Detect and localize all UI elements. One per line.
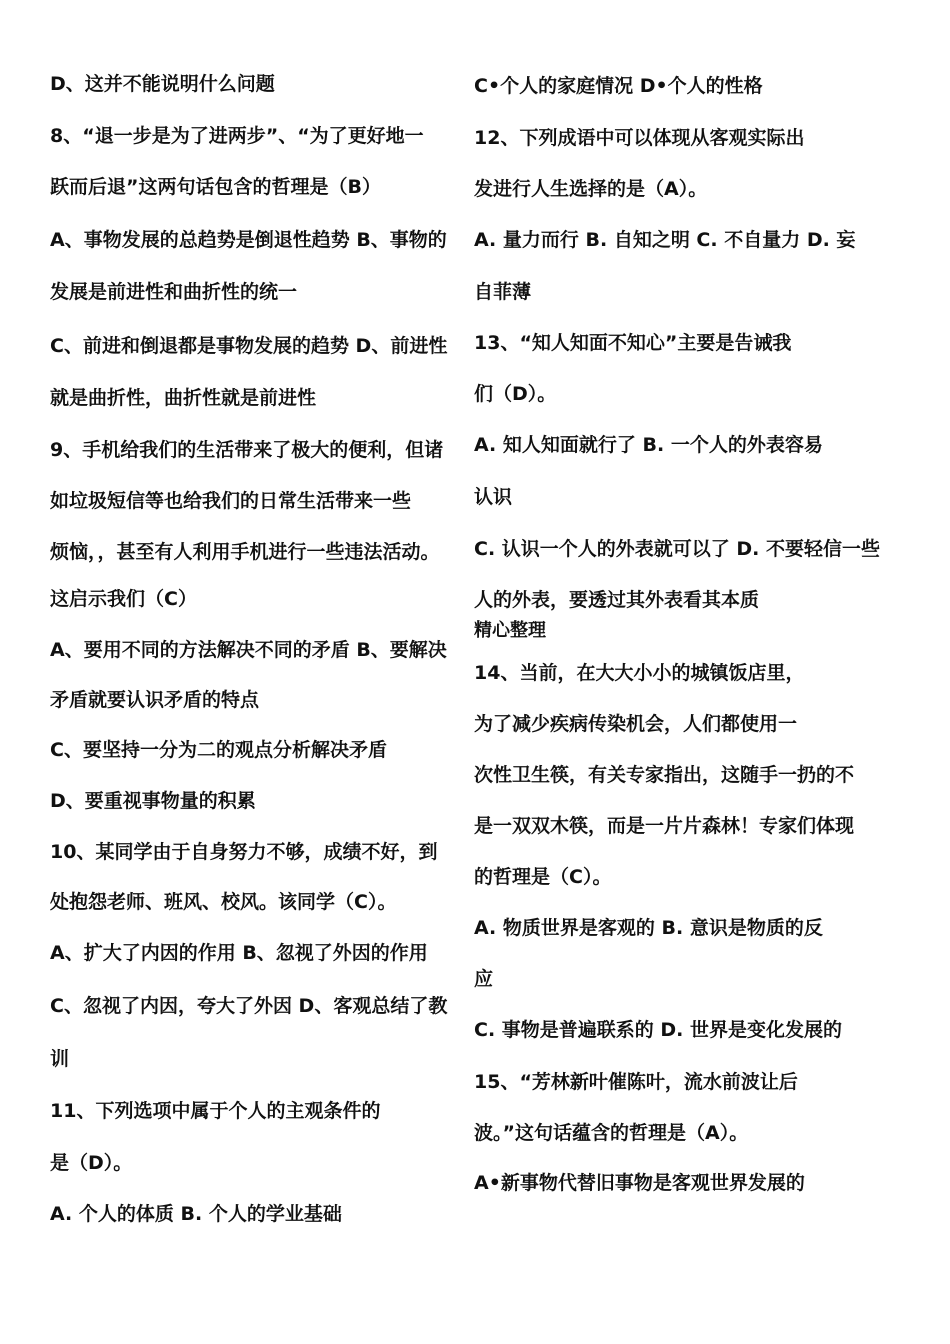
right-line-20: C. 事物是普遍联系的 D. 世界是变化发展的: [474, 1019, 842, 1041]
left-line-8: 9、手机给我们的生活带来了极大的便利，但诸: [50, 439, 444, 461]
left-line-12: A、要用不同的方法解决不同的矛盾 B、要解决: [50, 639, 447, 661]
right-line-10: C. 认识一个人的外表就可以了 D. 不要轻信一些: [474, 538, 880, 560]
left-line-4: A、事物发展的总趋势是倒退性趋势 B、事物的: [50, 229, 447, 251]
right-line-21: 15、“芳林新叶催陈叶，流水前波让后: [474, 1071, 798, 1093]
left-line-6: C、前进和倒退都是事物发展的趋势 D、前进性: [50, 335, 448, 357]
left-line-21: 11、下列选项中属于个人的主观条件的: [50, 1100, 381, 1122]
right-line-22: 波。”这句话蕴含的哲理是（A）。: [474, 1122, 749, 1144]
left-line-18: A、扩大了内因的作用 B、忽视了外因的作用: [50, 942, 428, 964]
right-line-14: 为了减少疾病传染机会，人们都使用一: [474, 713, 798, 735]
right-line-2: 12、下列成语中可以体现从客观实际出: [474, 127, 805, 149]
right-line-23: A•新事物代替旧事物是客观世界发展的: [474, 1172, 805, 1194]
right-line-16: 是一双双木筷，而是一片片森林！专家们体现: [474, 815, 855, 837]
left-line-22: 是（D）。: [50, 1152, 133, 1174]
right-line-9: 认识: [474, 486, 513, 508]
left-line-11: 这启示我们（C）: [50, 588, 197, 610]
right-line-3: 发进行人生选择的是（A）。: [474, 178, 708, 200]
left-line-13: 矛盾就要认识矛盾的特点: [50, 689, 260, 711]
right-line-12-note: 精心整理: [474, 620, 546, 641]
right-line-18: A. 物质世界是客观的 B. 意识是物质的反: [474, 917, 823, 939]
left-line-23: A. 个人的体质 B. 个人的学业基础: [50, 1203, 342, 1225]
left-line-10: 烦恼，，甚至有人利用手机进行一些违法活动。: [50, 541, 440, 563]
left-line-17: 处抱怨老师、班风、校风。该同学（C）。: [50, 891, 397, 913]
left-line-2: 8、“退一步是为了进两步”、“为了更好地一: [50, 125, 424, 147]
left-line-15: D、要重视事物量的积累: [50, 790, 256, 812]
left-line-20: 训: [50, 1048, 70, 1070]
left-line-16: 10、某同学由于自身努力不够，成绩不好，到: [50, 841, 438, 863]
right-line-4: A. 量力而行 B. 自知之明 C. 不自量力 D. 妄: [474, 229, 856, 251]
right-line-15: 次性卫生筷，有关专家指出，这随手一扔的不: [474, 764, 855, 786]
left-line-5: 发展是前进性和曲折性的统一: [50, 281, 298, 303]
left-line-1: D、这并不能说明什么问题: [50, 73, 275, 95]
left-line-9: 如垃圾短信等也给我们的日常生活带来一些: [50, 490, 412, 512]
left-line-14: C、要坚持一分为二的观点分析解决矛盾: [50, 739, 387, 761]
left-line-7: 就是曲折性，曲折性就是前进性: [50, 387, 317, 409]
left-line-3: 跃而后退”这两句话包含的哲理是（B）: [50, 176, 381, 198]
right-line-19: 应: [474, 968, 494, 990]
right-line-1: C•个人的家庭情况 D•个人的性格: [474, 75, 763, 97]
right-line-11: 人的外表，要透过其外表看其本质: [474, 589, 760, 611]
right-line-8: A. 知人知面就行了 B. 一个人的外表容易: [474, 434, 823, 456]
right-line-5: 自菲薄: [474, 281, 532, 303]
right-line-6: 13、“知人知面不知心”主要是告诫我: [474, 332, 792, 354]
right-line-13: 14、当前，在大大小小的城镇饭店里，: [474, 662, 805, 684]
right-line-17: 的哲理是（C）。: [474, 866, 612, 888]
left-line-19: C、忽视了内因，夸大了外因 D、客观总结了教: [50, 995, 448, 1017]
right-line-7: 们（D）。: [474, 383, 557, 405]
